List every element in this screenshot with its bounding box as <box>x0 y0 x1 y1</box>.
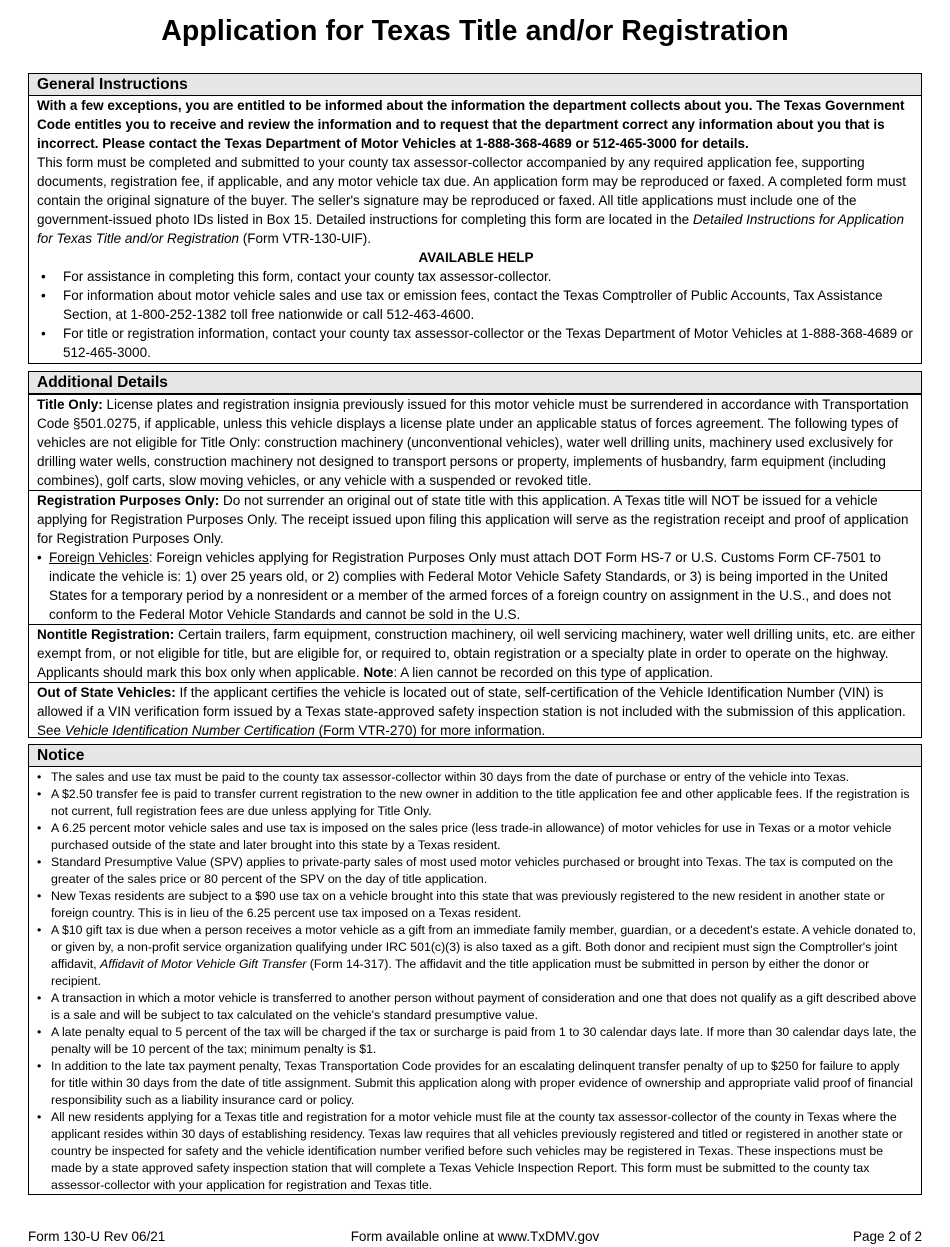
list-item: • The sales and use tax must be paid to the county tax assessor-collector within 30 days from the date of purchase or entry of the vehicle into Texas. <box>37 769 917 786</box>
out-of-state-block: Out of State Vehicles: If the applicant certifies the vehicle is located out of state, self-certification of the Vehicle Identification Number (VIN) is allowed if a VIN verification form issued by a Texas state-approved safety inspection station is not included with the submission of this application. See Vehicle Identification Number Certification (Form VTR-270) for more information. <box>29 682 921 740</box>
additional-details-section <box>28 371 922 738</box>
notice-list <box>29 767 921 1194</box>
online-availability: Form available online at www.TxDMV.gov <box>350 1229 600 1244</box>
registration-purposes-block: Registration Purposes Only: Do not surrender an original out of state title with this application. A Texas title will NOT be issued for a vehicle applying for Registration Purposes Only. The receipt issued upon filing this application will serve as the registration receipt and proof of application for Registration Purposes Only. • Foreign Vehicles: Foreign vehicles applying for Registration Purposes Only must attach DOT Form HS-7 or U.S. Customs Form CF-7501 to indicate the vehicle is: 1) over 25 years old, or 2) complies with Federal Motor Vehicle Safety Standards, or 3) is being imported in the United States for a temporary period by a nonresident or a member of the armed forces of a foreign country on assignment in the U.S., and does not conform to the Federal Motor Vehicle Standards and cannot be sold in the U.S. <box>29 490 921 624</box>
help-list <box>37 267 915 362</box>
registration-purposes-label: Registration Purposes Only: <box>37 493 220 508</box>
title-only-block: Title Only: License plates and registration insignia previously issued for this motor vehicle must be surrendered in accordance with Transportation Code §501.0275, if applicable, unless this vehicle displays a license plate under an applicable status of forces agreement. The following types of vehicles are not eligible for Title Only: construction machinery (unconventional vehicles), water well drilling units, machinery used exclusively for drilling water wells, construction machinery not designed to transport persons or property, implements of husbandry, farm equipment (including combines), golf carts, slow moving vehicles, or any vehicle with a suspended or revoked title. <box>29 394 921 490</box>
list-item: • A transaction in which a motor vehicle is transferred to another person without payment of consideration and one that does not qualify as a gift described above is a sale and will be subject to tax calculated on the vehicle's standard presumptive value. <box>37 990 917 1024</box>
list-item: • A 6.25 percent motor vehicle sales and use tax is imposed on the sales price (less trade-in allowance) of motor vehicles for use in Texas or a motor vehicle purchased outside of the state and later brought into this state by a Texas resident. <box>37 820 917 854</box>
list-item: • For title or registration information, contact your county tax assessor-collector or the Texas Department of Motor Vehicles at 1-888-368-4689 or 512-465-3000. <box>37 324 915 362</box>
list-item: • For assistance in completing this form, contact your county tax assessor-collector. <box>37 267 915 286</box>
general-instructions-body <box>29 96 921 362</box>
general-instructions-header: General Instructions <box>29 74 921 96</box>
additional-details-header: Additional Details <box>29 372 921 394</box>
form-id: Form 130-U Rev 06/21 <box>28 1229 166 1244</box>
privacy-notice: With a few exceptions, you are entitled to be informed about the information the department collects about you. The Texas Government Code entitles you to receive and review the information and to request that the department correct any information about you that is incorrect. Please contact the Texas Department of Motor Vehicles at 1-888-368-4689 or 512-465-3000 for details. <box>37 98 905 151</box>
foreign-vehicles-item: • Foreign Vehicles: Foreign vehicles applying for Registration Purposes Only must attach DOT Form HS-7 or U.S. Customs Form CF-7501 to indicate the vehicle is: 1) over 25 years old, or 2) complies with Federal Motor Vehicle Safety Standards, or 3) is being imported in the United States for a temporary period by a nonresident or a member of the armed forces of a foreign country on assignment in the U.S., and does not conform to the Federal Motor Vehicle Standards and cannot be sold in the U.S. <box>37 548 917 624</box>
page-number: Page 2 of 2 <box>852 1229 922 1244</box>
available-help-heading: AVAILABLE HELP <box>418 250 534 265</box>
out-of-state-label: Out of State Vehicles: <box>37 685 176 700</box>
list-item: • A $10 gift tax is due when a person receives a motor vehicle as a gift from an immediate family member, guardian, or a decedent's estate. A vehicle donated to, or given by, a non-profit service organization qualifying under IRC 501(c)(3) is also taxed as a gift. Both donor and recipient must sign the Comptroller's joint affidavit, Affidavit of Motor Vehicle Gift Transfer (Form 14-317). The affidavit and the title application must be submitted in person by either the donor or recipient. <box>37 922 917 990</box>
notice-section <box>28 744 922 1195</box>
list-item: • All new residents applying for a Texas title and registration for a motor vehicle must file at the county tax assessor-collector of the county in Texas where the applicant resides within 30 days of establishing residency. Texas law requires that all vehicles previously registered and titled or registered in another state or country be inspected for safety and the vehicle identification number verified before such vehicles may be registered in Texas. These inspections must be made by a state approved safety inspection station that will complete a Texas Vehicle Inspection Report. This form must be submitted to the county tax assessor-collector with your application for registration and Texas title. <box>37 1109 917 1194</box>
list-item: • In addition to the late tax payment penalty, Texas Transportation Code provides for an escalating delinquent transfer penalty of up to $250 for failure to apply for title within 30 days from the date of title assignment. Submit this application along with proper evidence of ownership and appropriate valid proof of financial responsibility such as a liability insurance card or policy. <box>37 1058 917 1109</box>
document-title: Application for Texas Title and/or Registration <box>161 15 789 47</box>
general-instructions-section <box>28 73 922 364</box>
title-only-label: Title Only: <box>37 397 103 412</box>
list-item: • A late penalty equal to 5 percent of the tax will be charged if the tax or surcharge is paid from 1 to 30 calendar days late. If more than 30 calendar days late, the penalty will be 10 percent of the tax; minimum penalty is $1. <box>37 1024 917 1058</box>
list-item: • For information about motor vehicle sales and use tax or emission fees, contact the Texas Comptroller of Public Accounts, Tax Assistance Section, at 1-800-252-1382 toll free nationwide or call 512-463-4600. <box>37 286 915 324</box>
nontitle-registration-label: Nontitle Registration: <box>37 627 175 642</box>
instructions-paragraph: This form must be completed and submitted to your county tax assessor-collector accompanied by any required application fee, supporting documents, registration fee, if applicable, and any motor vehicle tax due. An application form may be reproduced or faxed. A completed form must contain the original signature of the buyer. The seller's signature may be reproduced or faxed. All title applications must include one of the government-issued photo IDs listed in Box 15. Detailed instructions for completing this form are located in the Detailed Instructions for Application for Texas Title and/or Registration (Form VTR-130-UIF). <box>37 155 906 246</box>
list-item: • Standard Presumptive Value (SPV) applies to private-party sales of most used motor vehicles purchased or brought into Texas. The tax is computed on the greater of the sales price or 80 percent of the SPV on the day of title application. <box>37 854 917 888</box>
nontitle-registration-block: Nontitle Registration: Certain trailers, farm equipment, construction machinery, oil well servicing machinery, water well drilling units, etc. are either exempt from, or not eligible for title, but are eligible for, or required to, obtain registration or a specialty plate in order to operate on the highway. Applicants should mark this box only when applicable. Note: A lien cannot be recorded on this type of application. <box>29 624 921 682</box>
list-item: • A $2.50 transfer fee is paid to transfer current registration to the new owner in addition to the title application fee and other applicable fees. If the registration is not current, full registration fees are due unless applying for Title Only. <box>37 786 917 820</box>
notice-header: Notice <box>29 745 921 767</box>
list-item: • New Texas residents are subject to a $90 use tax on a vehicle brought into this state that was previously registered to the new resident in another state or foreign country. This is in lieu of the 6.25 percent use tax imposed on a Texas resident. <box>37 888 917 922</box>
